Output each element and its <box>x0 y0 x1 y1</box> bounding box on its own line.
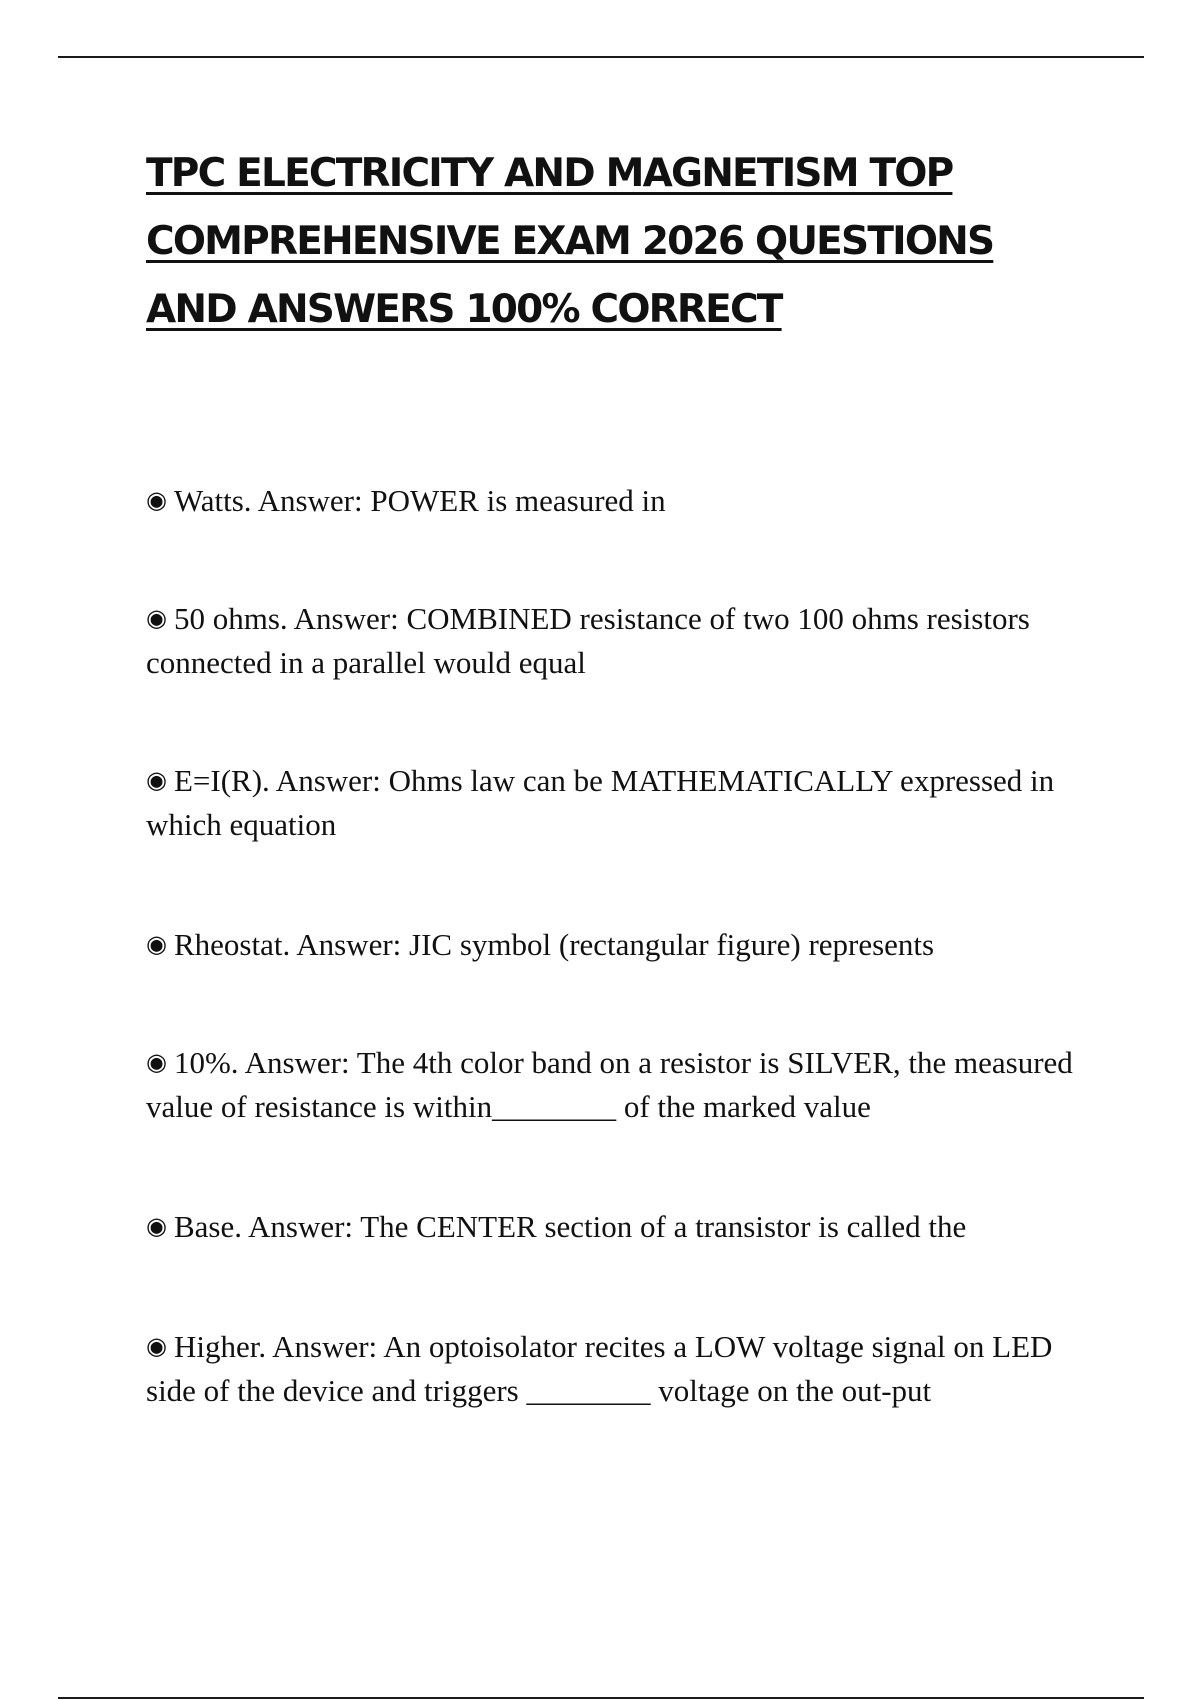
radio-bullet-icon: ◉ <box>146 1212 167 1240</box>
qa-text: Watts. Answer: POWER is measured in <box>173 483 666 518</box>
qa-item-7 <box>146 1326 1086 1412</box>
radio-bullet-icon: ◉ <box>146 766 167 794</box>
qa-item-2 <box>146 598 1086 684</box>
radio-bullet-icon: ◉ <box>146 930 167 958</box>
qa-item-1 <box>146 480 1086 524</box>
radio-bullet-icon: ◉ <box>146 486 167 514</box>
qa-item-4 <box>146 924 1086 968</box>
qa-item-5 <box>146 1042 1086 1128</box>
top-divider <box>58 56 1144 58</box>
qa-text: 50 ohms. Answer: COMBINED resistance of two 100 ohms resistors connected in a parallel would equal <box>146 601 1030 680</box>
qa-item-6 <box>146 1206 1086 1250</box>
qa-text: Base. Answer: The CENTER section of a transistor is called the <box>173 1209 967 1244</box>
radio-bullet-icon: ◉ <box>146 1332 167 1360</box>
bottom-divider <box>58 1697 1144 1699</box>
qa-text: 10%. Answer: The 4th color band on a resistor is SILVER, the measured value of resistance is within________ of the marked value <box>146 1045 1073 1124</box>
qa-text: Higher. Answer: An optoisolator recites a LOW voltage signal on LED side of the device and triggers ________ voltage on the out-put <box>146 1329 1053 1408</box>
qa-text: E=I(R). Answer: Ohms law can be MATHEMATICALLY expressed in which equation <box>146 763 1055 842</box>
qa-item-3 <box>146 760 1086 846</box>
qa-text: Rheostat. Answer: JIC symbol (rectangular figure) represents <box>173 927 935 962</box>
radio-bullet-icon: ◉ <box>146 604 167 632</box>
document-title: TPC ELECTRICITY AND MAGNETISM TOP COMPREHENSIVE EXAM 2026 QUESTIONS AND ANSWERS 100% CORRECT <box>146 151 994 332</box>
radio-bullet-icon: ◉ <box>146 1048 167 1076</box>
